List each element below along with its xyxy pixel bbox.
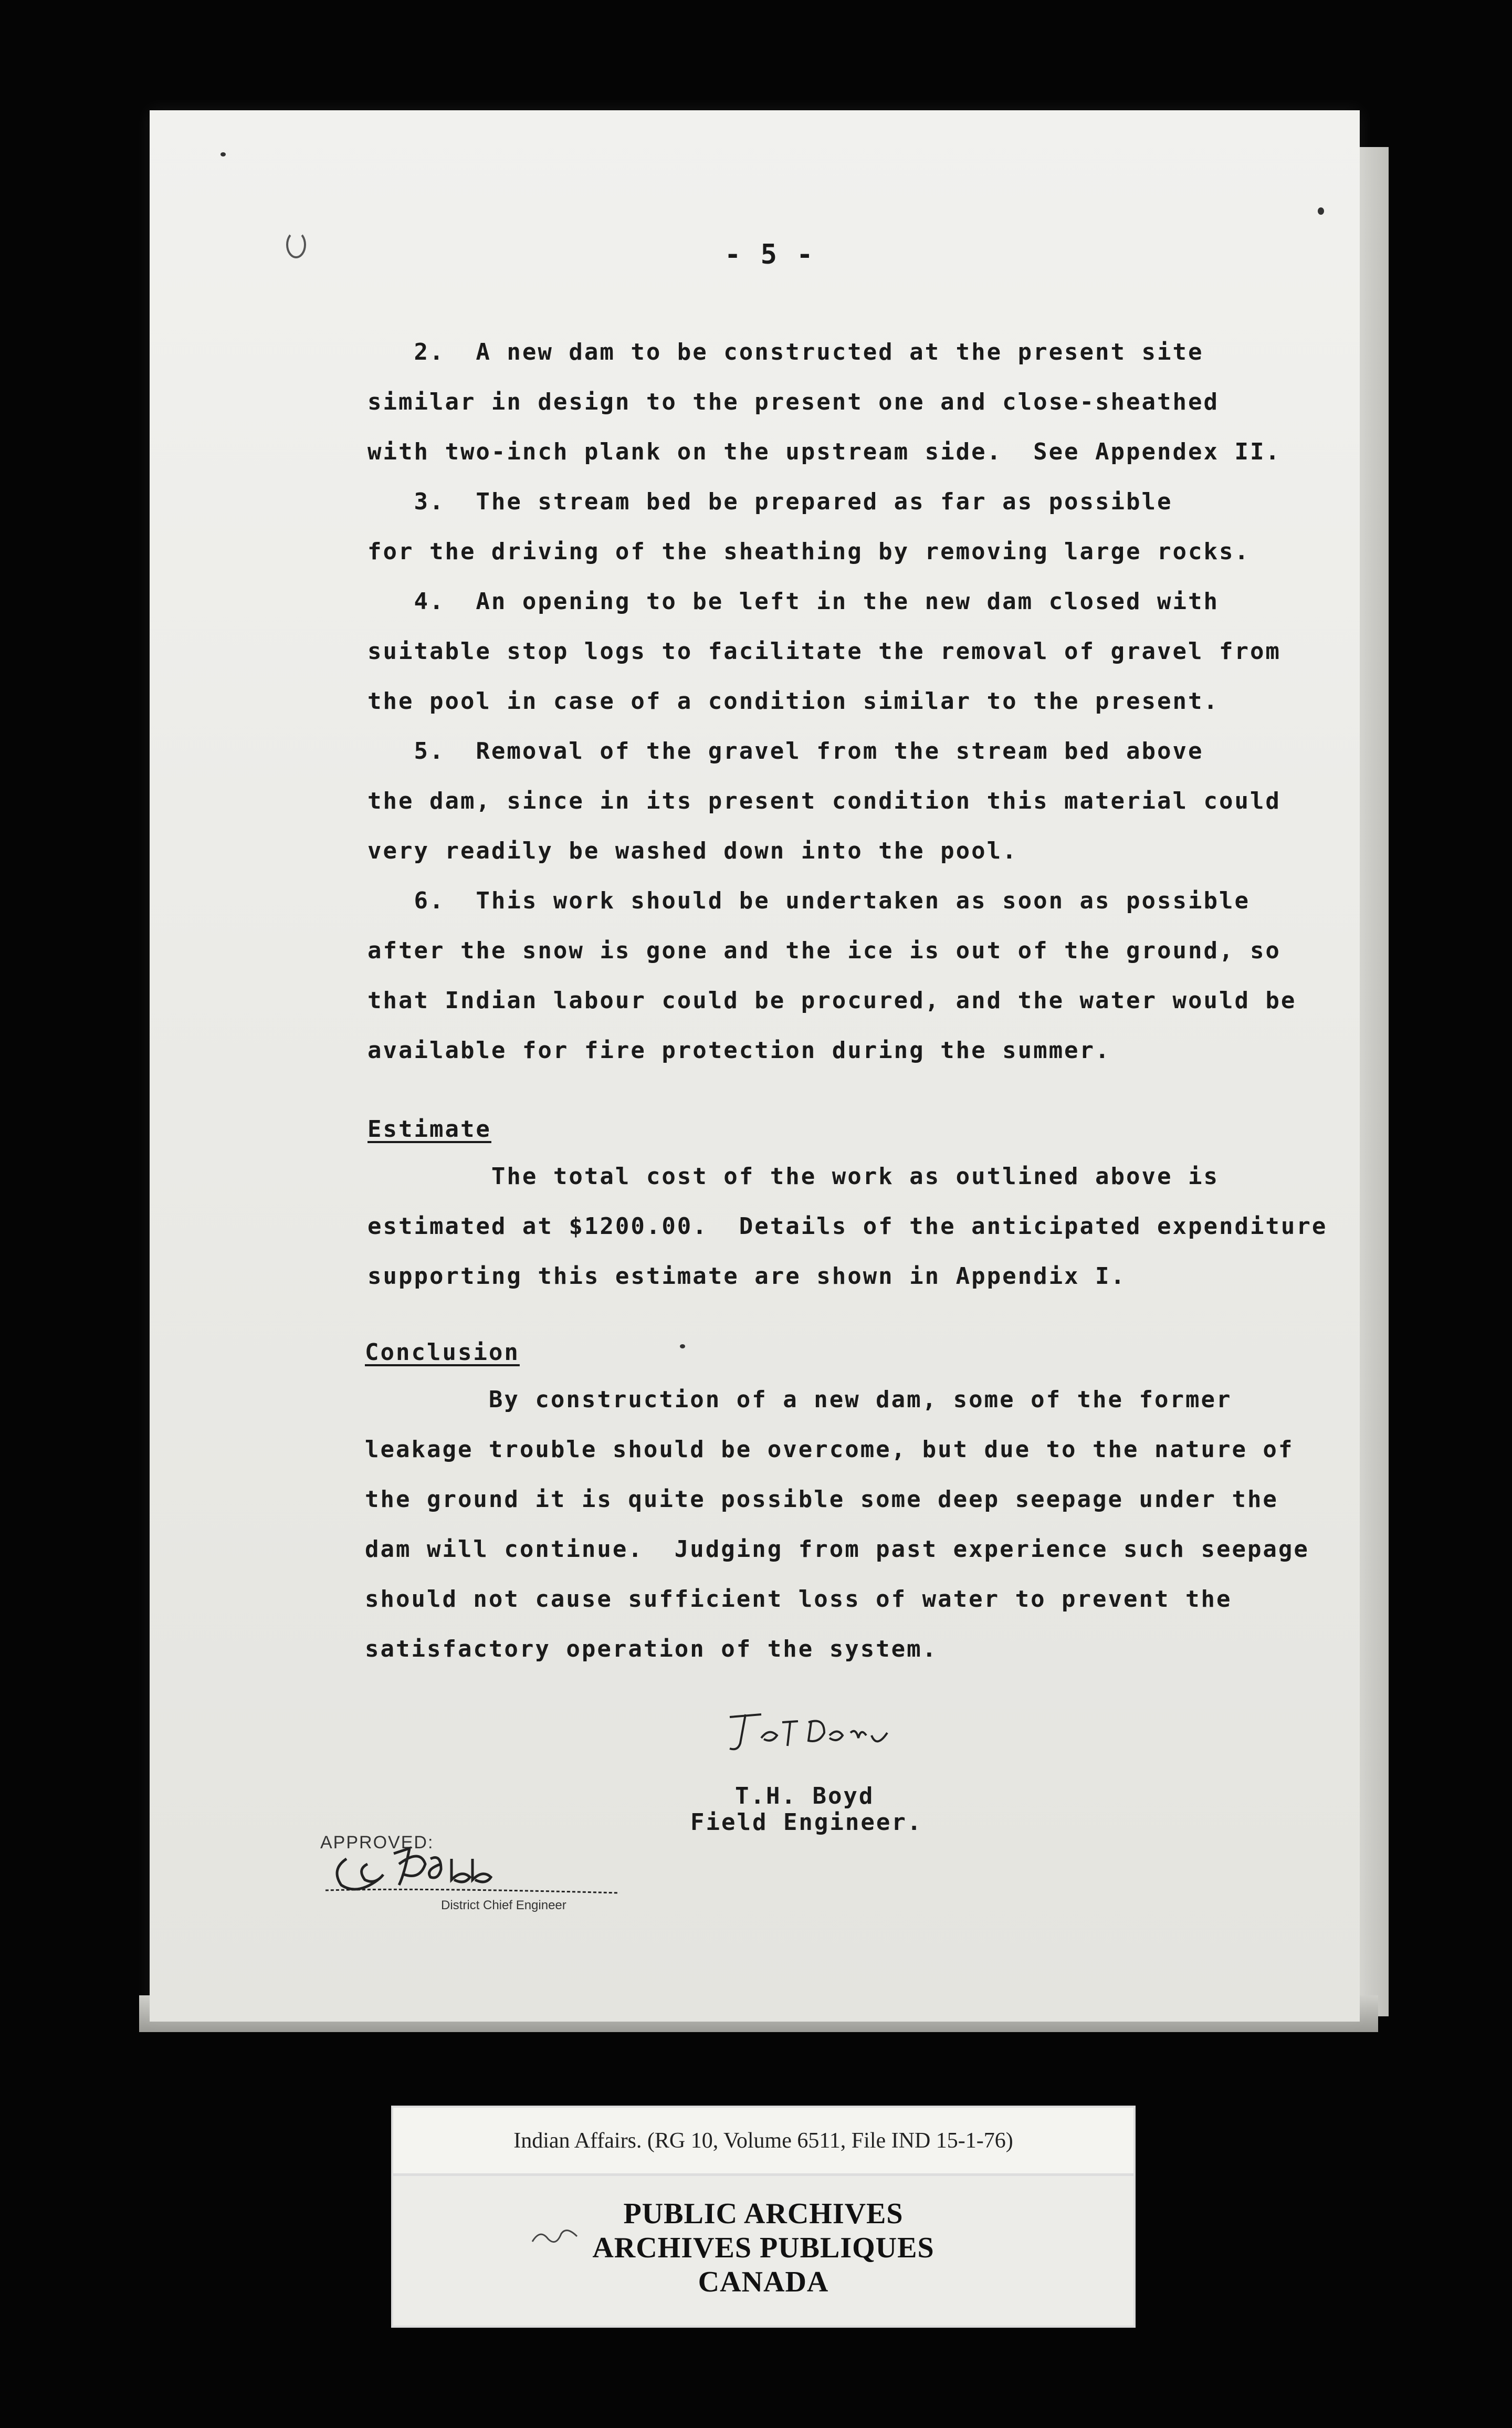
archive-scribble [530,2223,587,2249]
boyd-signature [719,1707,908,1764]
archive-line-1: PUBLIC ARCHIVES [623,2197,904,2230]
body-line: available for fire protection during the summer. [368,1037,1111,1064]
conclusion-line: By construction of a new dam, some of the former [365,1386,1232,1413]
body-line: 6. This work should be undertaken as soon as possible [368,887,1250,914]
body-line: 5. Removal of the gravel from the stream bed above [368,738,1204,765]
archive-line-3: CANADA [698,2266,829,2298]
body-line: very readily be washed down into the pool. [368,838,1018,864]
body-line: for the driving of the sheathing by removing large rocks. [368,538,1250,565]
body-line: suitable stop logs to facilitate the removal of gravel from [368,638,1281,665]
archive-reference-label [391,2106,1136,2175]
body-line: the pool in case of a condition similar to the present. [368,688,1219,715]
estimate-line: supporting this estimate are shown in Appendix I. [368,1263,1127,1290]
speck [680,1344,685,1348]
body-line: with two-inch plank on the upstream side. See Appendex II. [368,438,1281,465]
speck [220,152,226,156]
body-line: 2. A new dam to be constructed at the present site [368,339,1204,365]
signatory-title: Field Engineer. [690,1809,923,1836]
estimate-line: estimated at $1200.00. Details of the anticipated expenditure [368,1213,1328,1240]
conclusion-line: leakage trouble should be overcome, but due to the nature of [365,1436,1294,1463]
body-line: after the snow is gone and the ice is out of the ground, so [368,937,1281,964]
conclusion-line: the ground it is quite possible some deep seepage under the [365,1486,1278,1513]
archive-reference: Indian Affairs. (RG 10, Volume 6511, File IND 15-1-76) [513,2128,1013,2153]
body-line: the dam, since in its present condition this material could [368,788,1281,814]
conclusion-line: dam will continue. Judging from past experience such seepage [365,1536,1309,1563]
page-number: - 5 - [724,239,815,270]
approved-label: APPROVED: [320,1833,434,1853]
body-line: 4. An opening to be left in the new dam closed with [368,588,1219,615]
approver-title: District Chief Engineer [441,1898,566,1912]
estimate-heading: Estimate [368,1116,491,1143]
body-line: similar in design to the present one and close-sheathed [368,389,1219,415]
signatory-name: T.H. Boyd [735,1783,875,1809]
archive-line-2: ARCHIVES PUBLIQUES [592,2232,934,2264]
estimate-line: The total cost of the work as outlined above is [368,1163,1219,1190]
body-line: 3. The stream bed be prepared as far as possible [368,488,1173,515]
body-line: that Indian labour could be procured, and the water would be [368,987,1297,1014]
conclusion-heading: Conclusion [365,1339,520,1366]
speck [1318,207,1324,215]
conclusion-line: should not cause sufficient loss of water to prevent the [365,1586,1232,1613]
archive-stamp [391,2174,1136,2328]
conclusion-line: satisfactory operation of the system. [365,1636,938,1662]
punch-mark [286,231,306,258]
